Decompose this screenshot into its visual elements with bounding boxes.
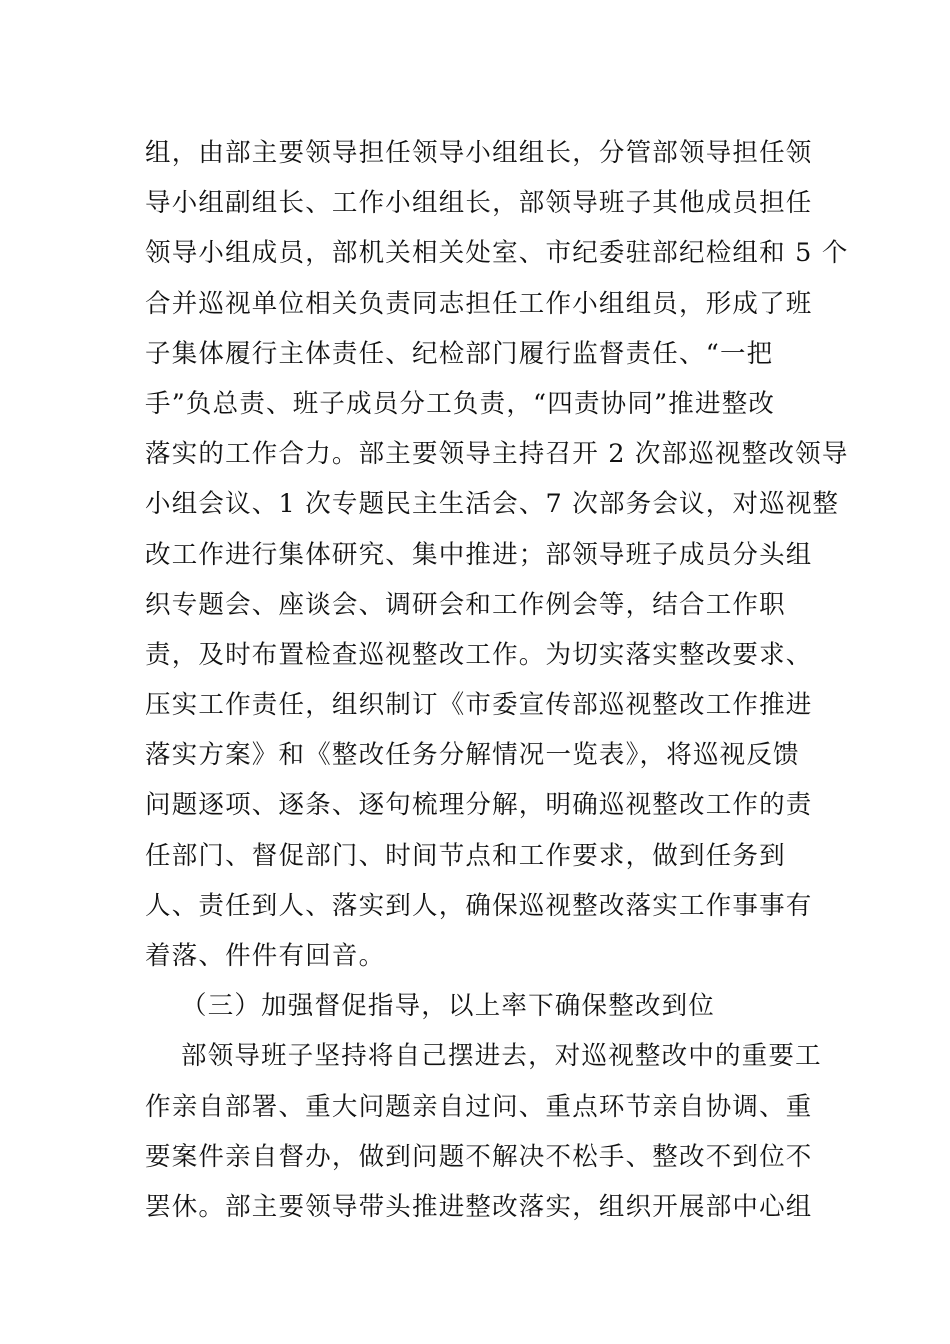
text-line: 罢休。部主要领导带头推进整改落实，组织开展部中心组 (145, 1191, 813, 1222)
text-line: 任部门、督促部门、时间节点和工作要求，做到任务到 (145, 840, 786, 871)
text-line: 责，及时布置检查巡视整改工作。为切实落实整改要求、 (145, 639, 813, 670)
text-line: 子集体履行主体责任、纪检部门履行监督责任、“一把 (145, 338, 774, 369)
text-line: 织专题会、座谈会、调研会和工作例会等，结合工作职 (145, 589, 786, 620)
section-heading: （三）加强督促指导，以上率下确保整改到位 (181, 991, 716, 1022)
document-body (145, 128, 849, 1232)
text-line: 作亲自部署、重大问题亲自过问、重点环节亲自协调、重 (145, 1091, 813, 1122)
text-line: 导小组副组长、工作小组组长，部领导班子其他成员担任 (145, 188, 813, 219)
text-line: 人、责任到人、落实到人，确保巡视整改落实工作事事有 (145, 890, 813, 921)
text-line: 领导小组成员，部机关相关处室、市纪委驻部纪检组和 5 个 (145, 238, 849, 269)
text-line: 部领导班子坚持将自己摆进去，对巡视整改中的重要工 (181, 1041, 822, 1072)
text-line: 着落、件件有回音。 (145, 941, 386, 971)
text-line: 要案件亲自督办，做到问题不解决不松手、整改不到位不 (145, 1141, 813, 1172)
text-line: 小组会议、1 次专题民主生活会、7 次部务会议，对巡视整 (145, 489, 840, 520)
text-line: 改工作进行集体研究、集中推进；部领导班子成员分头组 (145, 539, 813, 570)
text-line: 落实方案》和《整改任务分解情况一览表》，将巡视反馈 (145, 740, 800, 771)
text-line: 压实工作责任，组织制订《市委宣传部巡视整改工作推进 (145, 690, 813, 721)
text-line: 问题逐项、逐条、逐句梳理分解，明确巡视整改工作的责 (145, 790, 813, 821)
text-line: 组，由部主要领导担任领导小组组长，分管部领导担任领 (145, 138, 813, 168)
text-line: 合并巡视单位相关负责同志担任工作小组组员，形成了班 (145, 288, 813, 319)
text-line: 落实的工作合力。部主要领导主持召开 2 次部巡视整改领导 (145, 439, 849, 470)
text-line: 手”负总责、班子成员分工负责，“四责协同”推进整改 (145, 388, 776, 419)
